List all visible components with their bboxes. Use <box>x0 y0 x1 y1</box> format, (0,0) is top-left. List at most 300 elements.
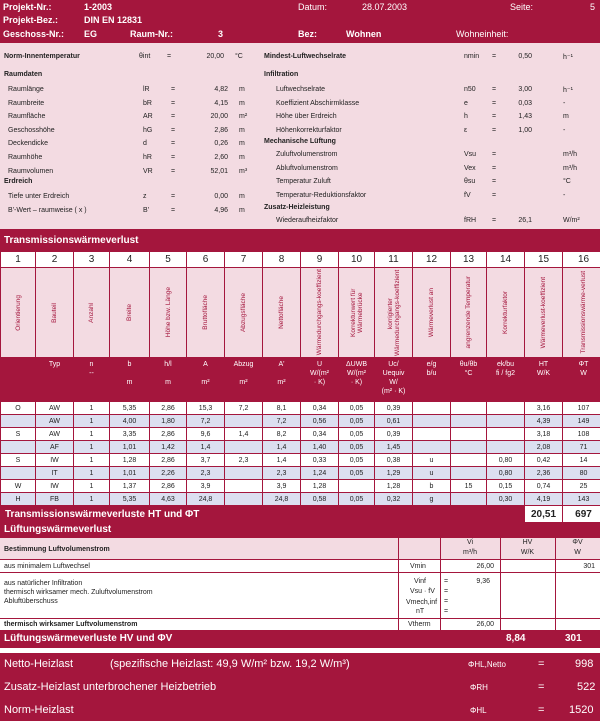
transmission-cell <box>1 441 36 454</box>
vent-vline <box>440 538 441 630</box>
mech-row-symbol: fV <box>464 191 471 199</box>
infiltration-row-value: 3,00 <box>518 86 532 93</box>
column-unit: ek/bu fi / fg2 <box>487 358 525 402</box>
transmission-cell <box>413 402 451 415</box>
col-number: 3 <box>74 252 110 268</box>
infiltration-row-value: 1,43 <box>518 113 532 121</box>
norm-temp-label: Norm-Innentemperatur <box>4 53 80 60</box>
transmission-cell: 5,35 <box>110 493 150 506</box>
transmission-row <box>1 493 600 506</box>
left-row-eq: = <box>171 99 176 107</box>
transmission-cell: 0,05 <box>339 467 375 480</box>
column-head <box>263 268 301 358</box>
column-unit: ΦT W <box>563 358 600 402</box>
ventilation-sum-phi: 301 <box>565 633 582 644</box>
transmission-cell: 1,4 <box>225 428 263 441</box>
transmission-cell: 1,29 <box>375 467 413 480</box>
mech-row-eq: = <box>492 178 497 186</box>
erdreich-row-eq: = <box>171 206 176 214</box>
transmission-cell <box>487 428 525 441</box>
transmission-sum-label: Transmissionswärmeverluste HT und ΦT <box>1 506 525 524</box>
zusatz-symbol: ΦRH <box>470 683 488 692</box>
infiltration-row-symbol: e <box>464 99 468 107</box>
netto-symbol: ΦHL,Netto <box>468 660 506 669</box>
transmission-cell: 2,3 <box>263 467 301 480</box>
raum: 3 <box>218 29 224 39</box>
column-head <box>1 268 36 358</box>
vent-col-vi: Vi m³/h <box>463 539 477 556</box>
mech-row-label: Temperatur-Reduktionsfaktor <box>276 191 367 199</box>
column-head <box>413 268 451 358</box>
transmission-cell: u <box>413 467 451 480</box>
left-row-unit: m³ <box>239 167 248 175</box>
mech-heading: Mechanische Lüftung <box>264 138 336 145</box>
column-head-text: Breite <box>126 304 133 321</box>
left-row-eq: = <box>171 126 176 134</box>
left-row-value: 2,86 <box>214 126 228 134</box>
transmission-cell: b <box>413 480 451 493</box>
column-head <box>110 268 150 358</box>
left-row-eq: = <box>171 113 176 121</box>
left-row-value: 0,26 <box>214 140 228 148</box>
transmission-cell: 0,33 <box>301 454 339 467</box>
transmission-cell <box>451 428 487 441</box>
geschoss: EG <box>84 29 98 39</box>
transmission-row <box>1 480 600 493</box>
transmission-row <box>1 441 600 454</box>
infiltration-row-symbol: n50 <box>464 86 476 93</box>
column-unit: HT W/K <box>525 358 563 402</box>
wohneinheit-label: Wohneinheit: <box>456 29 509 39</box>
infiltration-row-symbol: ε <box>464 126 468 134</box>
transmission-cell: 0,34 <box>301 428 339 441</box>
geschoss-label: Geschoss-Nr.: <box>3 29 65 39</box>
transmission-cell: 1,80 <box>150 415 187 428</box>
vent-row1-phi: 301 <box>583 563 595 570</box>
column-head <box>225 268 263 358</box>
column-unit <box>1 358 36 402</box>
transmission-cell: 1,01 <box>110 441 150 454</box>
norm-temp-unit: °C <box>235 53 243 60</box>
transmission-cell: IW <box>36 480 74 493</box>
left-row-label: Geschosshöhe <box>8 126 55 134</box>
transmission-cell: H <box>1 493 36 506</box>
datum-label: Datum: <box>298 2 328 12</box>
transmission-cell: 9,6 <box>187 428 225 441</box>
infiltration-heading: Infiltration <box>264 71 299 78</box>
transmission-cell: 0,38 <box>375 454 413 467</box>
transmission-title: Transmissionswärmeverlust <box>0 230 600 251</box>
infiltration-row-eq: = <box>492 126 497 134</box>
transmission-row <box>1 402 600 415</box>
norm-value: 1520 <box>569 704 594 716</box>
column-head <box>187 268 225 358</box>
erdreich-row-unit: m <box>239 193 245 200</box>
column-unit: n -- <box>74 358 110 402</box>
column-unit: A m² <box>187 358 225 402</box>
left-row-unit: m <box>239 86 245 93</box>
transmission-cell: 1 <box>74 480 110 493</box>
transmission-cell <box>451 493 487 506</box>
col-number: 16 <box>563 252 600 268</box>
mech-row-symbol: Vsu <box>464 151 477 158</box>
mind-lw-value: 0,50 <box>518 53 532 60</box>
transmission-cell: 7,2 <box>263 415 301 428</box>
infiltration-row-eq: = <box>492 99 497 107</box>
vent-eq: = <box>444 608 449 615</box>
left-row-label: Raumhöhe <box>8 154 43 161</box>
transmission-cell: FB <box>36 493 74 506</box>
mech-row-unit: - <box>563 191 566 199</box>
ventilation-sum-h: 8,84 <box>506 633 526 644</box>
vent-row6-label: thermisch wirksamer Luftvolumenstrom <box>4 621 138 628</box>
transmission-cell: 24,8 <box>187 493 225 506</box>
transmission-cell: S <box>1 428 36 441</box>
mech-row-label: Abluftvolumenstrom <box>276 164 338 172</box>
transmission-cell: 15,3 <box>187 402 225 415</box>
left-row-symbol: AR <box>143 113 153 121</box>
zusatz-heading: Zusatz-Heizleistung <box>264 204 330 211</box>
column-unit: ΔUWB W/(m² · K) <box>339 358 375 402</box>
left-row-symbol: VR <box>143 167 153 175</box>
left-row-value: 4,82 <box>214 86 228 93</box>
column-unit: Typ <box>36 358 74 402</box>
left-row-label: Deckendicke <box>8 140 49 148</box>
vent-vline <box>555 538 556 630</box>
mind-lw-eq: = <box>492 53 497 60</box>
left-row-symbol: hR <box>143 154 152 161</box>
vent-row1-label: aus minimalem Luftwechsel <box>4 563 90 570</box>
norm-temp-symbol: θint <box>139 53 151 60</box>
transmission-cell: 2,08 <box>525 441 563 454</box>
left-row-value: 4,15 <box>214 99 228 107</box>
infiltration-row-unit: h⁻¹ <box>563 87 573 94</box>
erdreich-row-label: B'-Wert – raumweise ( x ) <box>8 206 87 214</box>
netto-heizlast-row <box>0 653 600 676</box>
seite-label: Seite: <box>510 2 534 12</box>
transmission-cell: 4,63 <box>150 493 187 506</box>
column-head-text: Bauteil <box>51 302 58 323</box>
transmission-cell: 2,3 <box>225 454 263 467</box>
mech-row-symbol: θsu <box>464 178 476 186</box>
transmission-cell: 1 <box>74 454 110 467</box>
transmission-cell: 143 <box>563 493 600 506</box>
infiltration-row-value: 1,00 <box>518 126 532 134</box>
left-row-unit: m <box>239 126 245 134</box>
left-row-symbol: hG <box>143 126 153 134</box>
left-row-eq: = <box>171 140 176 148</box>
projekt-nr-label: Projekt-Nr.: <box>3 2 52 12</box>
transmission-cell: S <box>1 454 36 467</box>
vent-eq: = <box>444 578 449 585</box>
column-head-text: Höhe bzw. Länge <box>164 287 172 338</box>
erdreich-row-unit: m <box>239 206 245 214</box>
vent-vline <box>398 538 399 630</box>
netto-eq: = <box>538 658 545 670</box>
transmission-cell: 0,39 <box>375 402 413 415</box>
erdreich-row-symbol: z <box>143 193 147 200</box>
netto-label: Netto-Heizlast <box>4 658 74 670</box>
column-unit: e/g b/u <box>413 358 451 402</box>
transmission-cell: 0,05 <box>339 441 375 454</box>
transmission-cell: 1,4 <box>263 454 301 467</box>
mind-lw-unit: h⁻¹ <box>563 54 573 61</box>
transmission-cell: 7,2 <box>225 402 263 415</box>
transmission-cell: 1 <box>74 441 110 454</box>
column-unit: h/l m <box>150 358 187 402</box>
transmission-cell: 3,7 <box>187 454 225 467</box>
zusatz-label: Zusatz-Heizlast unterbrochener Heizbetrieb <box>4 681 217 693</box>
left-row-value: 52,01 <box>210 167 228 175</box>
transmission-cell: 0,05 <box>339 402 375 415</box>
column-head-text: Abzugsfläche <box>240 292 247 333</box>
transmission-cell: g <box>413 493 451 506</box>
transmission-cell: 2,86 <box>150 480 187 493</box>
transmission-cell: u <box>413 454 451 467</box>
transmission-cell: AW <box>36 402 74 415</box>
transmission-cell <box>339 480 375 493</box>
column-head <box>339 268 375 358</box>
transmission-cell: 3,16 <box>525 402 563 415</box>
transmission-cell: 3,18 <box>525 428 563 441</box>
vent-col-phi: ΦV W <box>572 539 583 556</box>
transmission-cell: 2,26 <box>150 467 187 480</box>
wa-label: Wiederaufheizfaktor <box>276 217 339 224</box>
norm-heizlast-row <box>0 699 600 721</box>
raum-label: Raum-Nr.: <box>130 29 174 39</box>
transmission-row <box>1 454 600 467</box>
transmission-cell: 1 <box>74 467 110 480</box>
column-unit: b m <box>110 358 150 402</box>
ventilation-table <box>0 538 600 634</box>
ventilation-sum-bar <box>0 630 600 648</box>
transmission-cell: 149 <box>563 415 600 428</box>
col-number: 14 <box>487 252 525 268</box>
mech-row-unit: m³/h <box>563 164 577 172</box>
vent-row2-val: 9,36 <box>476 578 490 585</box>
netto-extra: (spezifische Heizlast: 49,9 W/m² bzw. 19,2 W/m³) <box>110 658 350 670</box>
seite: 5 <box>590 2 596 12</box>
room-data-panel <box>0 43 600 230</box>
transmission-cell <box>451 441 487 454</box>
vent-row1-sym: Vmin <box>410 563 426 570</box>
transmission-cell: 7,2 <box>187 415 225 428</box>
transmission-cell: IW <box>36 454 74 467</box>
norm-temp-eq: = <box>167 53 172 60</box>
col-number: 10 <box>339 252 375 268</box>
col-number: 13 <box>451 252 487 268</box>
transmission-cell <box>487 415 525 428</box>
transmission-cell: 8,1 <box>263 402 301 415</box>
vent-row5-sym: nT <box>416 608 425 615</box>
netto-value: 998 <box>575 658 594 670</box>
norm-label: Norm-Heizlast <box>4 704 74 716</box>
transmission-cell <box>1 415 36 428</box>
transmission-cell: 1,37 <box>110 480 150 493</box>
column-numbers-row <box>1 252 600 268</box>
column-head-text: Orientierung <box>14 294 22 331</box>
transmission-cell: 0,30 <box>487 493 525 506</box>
projekt-bez-label: Projekt-Bez.: <box>3 15 59 25</box>
datum: 28.07.2003 <box>362 2 408 12</box>
transmission-cell: 4,39 <box>525 415 563 428</box>
transmission-table <box>0 251 600 524</box>
vent-eq: = <box>444 598 449 605</box>
transmission-cell <box>451 454 487 467</box>
column-head-text: Nettofläche <box>278 296 285 329</box>
transmission-cell <box>413 441 451 454</box>
infiltration-row-unit: - <box>563 126 566 134</box>
transmission-cell: 3,9 <box>187 480 225 493</box>
mech-row-unit: m³/h <box>563 151 577 158</box>
column-head-text: angrenzende Temperatur <box>465 276 472 349</box>
transmission-cell: 0,80 <box>487 467 525 480</box>
vent-row4-label: Abluftüberschuss <box>4 598 58 605</box>
transmission-cell: 25 <box>563 480 600 493</box>
transmission-cell: 0,34 <box>301 402 339 415</box>
column-unit: Uc/ Uequiv W/ (m² · K) <box>375 358 413 402</box>
col-number: 4 <box>110 252 150 268</box>
infiltration-row-eq: = <box>492 113 497 121</box>
transmission-row <box>1 415 600 428</box>
transmission-cell: 2,86 <box>150 428 187 441</box>
mech-row-eq: = <box>492 191 497 199</box>
transmission-cell: 1,24 <box>301 467 339 480</box>
left-row-eq: = <box>171 86 176 93</box>
transmission-cell <box>487 402 525 415</box>
transmission-cell: AF <box>36 441 74 454</box>
col-number: 2 <box>36 252 74 268</box>
norm-temp-value: 20,00 <box>206 53 224 60</box>
column-heads-row <box>1 268 600 358</box>
mind-lw-symbol: nmin <box>464 53 480 60</box>
col-number: 9 <box>301 252 339 268</box>
left-row-unit: m <box>239 99 245 107</box>
zusatz-heizlast-row <box>0 676 600 699</box>
wa-unit: W/m² <box>563 217 580 224</box>
col-number: 1 <box>1 252 36 268</box>
transmission-cell: 24,8 <box>263 493 301 506</box>
bez: Wohnen <box>346 29 382 39</box>
left-row-label: Raumbreite <box>8 99 45 107</box>
vent-head-label: Bestimmung Luftvolumenstrom <box>4 546 110 553</box>
column-head-text: Wärmedurchgangs-koeffizient <box>316 269 323 356</box>
column-head <box>563 268 600 358</box>
transmission-cell: 0,05 <box>339 415 375 428</box>
left-row-value: 2,60 <box>214 154 228 161</box>
transmission-cell <box>225 493 263 506</box>
vent-col-hv: HV W/K <box>520 539 535 556</box>
column-units-row <box>1 358 600 402</box>
column-head <box>525 268 563 358</box>
infiltration-row-unit: - <box>563 99 566 107</box>
transmission-cell: 2,36 <box>525 467 563 480</box>
vent-vline <box>500 538 501 630</box>
transmission-cell: 0,58 <box>301 493 339 506</box>
left-row-symbol: bR <box>143 99 152 107</box>
transmission-cell: O <box>1 402 36 415</box>
transmission-cell: IT <box>36 467 74 480</box>
transmission-cell: 1,42 <box>150 441 187 454</box>
transmission-cell: 2,3 <box>187 467 225 480</box>
left-row-symbol: lR <box>143 86 150 93</box>
infiltration-row-unit: m <box>563 113 569 121</box>
left-row-eq: = <box>171 167 176 175</box>
transmission-cell: AW <box>36 415 74 428</box>
erdreich-row-label: Tiefe unter Erdreich <box>8 193 70 200</box>
projekt-nr: 1-2003 <box>84 2 113 12</box>
transmission-cell: 14 <box>563 454 600 467</box>
transmission-cell: 0,80 <box>487 454 525 467</box>
transmission-cell: 0,42 <box>525 454 563 467</box>
column-unit: Abzug m² <box>225 358 263 402</box>
vent-row6-val: 26,00 <box>476 621 494 628</box>
header <box>0 0 600 43</box>
mind-lw-label: Mindest-Luftwechselrate <box>264 53 347 60</box>
transmission-cell: 8,2 <box>263 428 301 441</box>
wa-symbol: fRH <box>464 217 477 224</box>
transmission-cell: 5,35 <box>110 402 150 415</box>
col-number: 12 <box>413 252 451 268</box>
transmission-cell: 71 <box>563 441 600 454</box>
erdreich-row-value: 0,00 <box>214 193 228 200</box>
erdreich-row-symbol: B' <box>143 206 150 214</box>
column-head <box>36 268 74 358</box>
raumdaten-heading: Raumdaten <box>4 71 43 78</box>
transmission-sum-h: 20,51 <box>525 506 563 524</box>
left-row-symbol: d <box>143 140 147 148</box>
transmission-cell: 1,40 <box>301 441 339 454</box>
transmission-cell: 1 <box>74 428 110 441</box>
vent-row3-sym: Vsu · fV <box>410 588 435 595</box>
mech-row-label: Zuluftvolumenstrom <box>276 151 338 158</box>
vent-row2-sym: Vinf <box>414 578 426 585</box>
transmission-cell: 1,4 <box>187 441 225 454</box>
column-head-text: Wärmeverlust-koeffizient <box>540 276 547 349</box>
vent-row4-sym: Vmech,inf <box>406 599 438 606</box>
transmission-cell: 1,28 <box>110 454 150 467</box>
transmission-cell <box>413 428 451 441</box>
left-row-label: Raumvolumen <box>8 167 54 175</box>
left-row-eq: = <box>171 154 176 161</box>
transmission-cell <box>1 467 36 480</box>
column-head <box>451 268 487 358</box>
transmission-cell: 1 <box>74 402 110 415</box>
transmission-cell: 15 <box>451 480 487 493</box>
transmission-cell: 1,28 <box>301 480 339 493</box>
transmission-cell: 107 <box>563 402 600 415</box>
left-row-unit: m <box>239 154 245 161</box>
transmission-cell: 4,19 <box>525 493 563 506</box>
column-unit: θu/θb °C <box>451 358 487 402</box>
bez-label: Bez: <box>298 29 318 39</box>
col-number: 5 <box>150 252 187 268</box>
transmission-cell <box>225 415 263 428</box>
transmission-cell: 4,00 <box>110 415 150 428</box>
vent-hline <box>0 618 600 619</box>
transmission-row <box>1 428 600 441</box>
erdreich-row-eq: = <box>171 193 176 200</box>
col-number: 8 <box>263 252 301 268</box>
transmission-cell: 0,32 <box>375 493 413 506</box>
transmission-cell: 0,56 <box>301 415 339 428</box>
transmission-cell: 0,39 <box>375 428 413 441</box>
wa-eq: = <box>492 217 497 224</box>
mech-row-symbol: Vex <box>464 164 476 172</box>
column-head-text: korrigierter Wärmedurchgangs-koeffizient <box>386 269 401 356</box>
left-row-unit: m² <box>239 113 248 121</box>
erdreich-heading: Erdreich <box>4 178 33 185</box>
